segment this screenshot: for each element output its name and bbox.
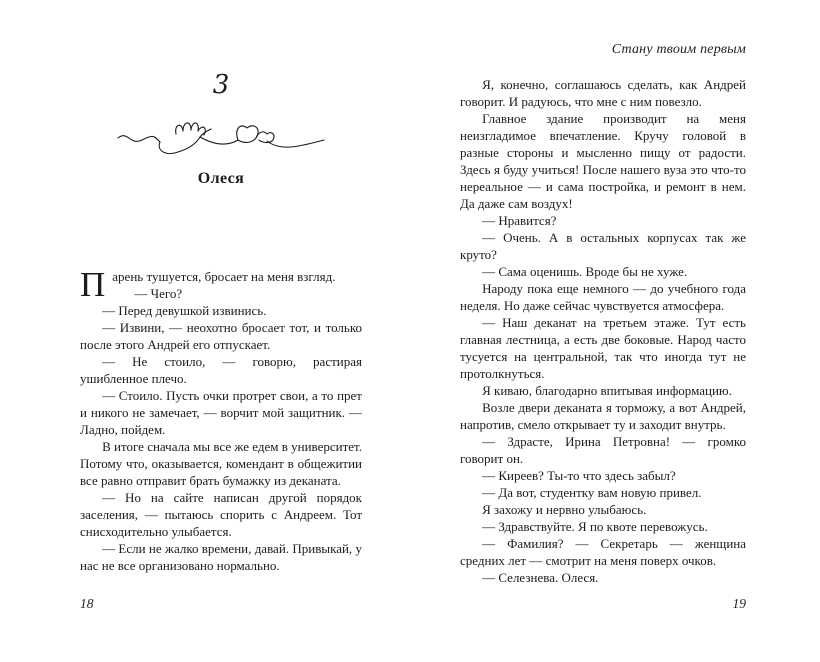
- paragraph: Главное здание производит на меня неизгладимое впечатление. Кручу головой в разные стороны и мысленно пищу от радости. Здесь я буду учиться! После нашего вуза это что-то нереальное — и сама постройка, и ремонт в нем. Да даже сам воздух!: [460, 111, 746, 211]
- paragraph: — Стоило. Пусть очки протрет свои, а то прет и никого не замечает, — ворчит мой защитник. — Ладно, пойдем.: [80, 388, 362, 437]
- paragraph: — Да вот, студентку вам новую привел.: [482, 485, 702, 500]
- paragraph: — Извини, — неохотно бросает тот, и только после этого Андрей его отпускает.: [80, 320, 362, 352]
- paragraph: — Не стоило, — говорю, растирая ушибленное плечо.: [80, 354, 362, 386]
- paragraph: — Но на сайте написан другой порядок заселения, — пытаюсь спорить с Андреем. Тот снисходительно улыбается.: [80, 490, 362, 539]
- paragraph: — Здравствуйте. Я по квоте перевожусь.: [482, 519, 708, 534]
- left-page: [80, 0, 362, 662]
- paragraph: — Наш деканат на третьем этаже. Тут есть главная лестница, а есть две боковые. Народ часто тусуется на центральной, так что иногда тут не протолкнуться.: [460, 315, 746, 381]
- paragraph: Возле двери деканата я торможу, а вот Андрей, напротив, смело открывает ту и заходит внутрь.: [460, 400, 746, 432]
- right-body-text: [460, 76, 746, 586]
- left-body-text: [80, 265, 362, 574]
- paragraph: Я киваю, благодарно впитывая информацию.: [482, 383, 732, 398]
- chapter-header: [80, 72, 362, 188]
- paragraph-text: арень тушуется, бросает на меня взгляд.: [112, 269, 336, 284]
- paragraph: — Чего?: [134, 286, 183, 301]
- paragraph: Народу пока еще немного — до учебного года неделя. Но даже сейчас чувствуется атмосфера.: [460, 281, 746, 313]
- running-title: Стану твоим первым: [611, 42, 746, 57]
- paragraph: Я, конечно, соглашаюсь сделать, как Андрей говорит. И радуюсь, что мне с ним повезло.: [460, 77, 746, 109]
- chapter-title: Олеся: [197, 170, 245, 187]
- right-page: [460, 0, 746, 662]
- hand-with-hearts-icon: [116, 100, 326, 160]
- page-number-right: 19: [732, 596, 746, 611]
- paragraph: — Если не жалко времени, давай. Привыкай, у нас не все организовано нормально.: [80, 541, 362, 573]
- paragraph: — Очень. А в остальных корпусах так же круто?: [460, 230, 746, 262]
- paragraph: — Перед девушкой извинись.: [102, 303, 267, 318]
- paragraph: — Сама оценишь. Вроде бы не хуже.: [482, 264, 688, 279]
- paragraph: — Нравится?: [482, 213, 557, 228]
- paragraph: — Здрасте, Ирина Петровна! — громко говорит он.: [460, 434, 746, 466]
- page-number-left: 18: [80, 596, 94, 611]
- paragraph: Я захожу и нервно улыбаюсь.: [482, 502, 647, 517]
- drop-cap: П: [80, 265, 106, 304]
- paragraph: В итоге сначала мы все же едем в университет. Потому что, оказывается, комендант в общежитии все равно отправит брать бумажку из деканата.: [80, 439, 362, 488]
- chapter-number: 3: [212, 70, 230, 100]
- paragraph: — Киреев? Ты-то что здесь забыл?: [482, 468, 676, 483]
- paragraph: — Фамилия? — Секретарь — женщина средних лет — смотрит на меня поверх очков.: [460, 536, 746, 568]
- paragraph: — Селезнева. Олеся.: [482, 570, 599, 585]
